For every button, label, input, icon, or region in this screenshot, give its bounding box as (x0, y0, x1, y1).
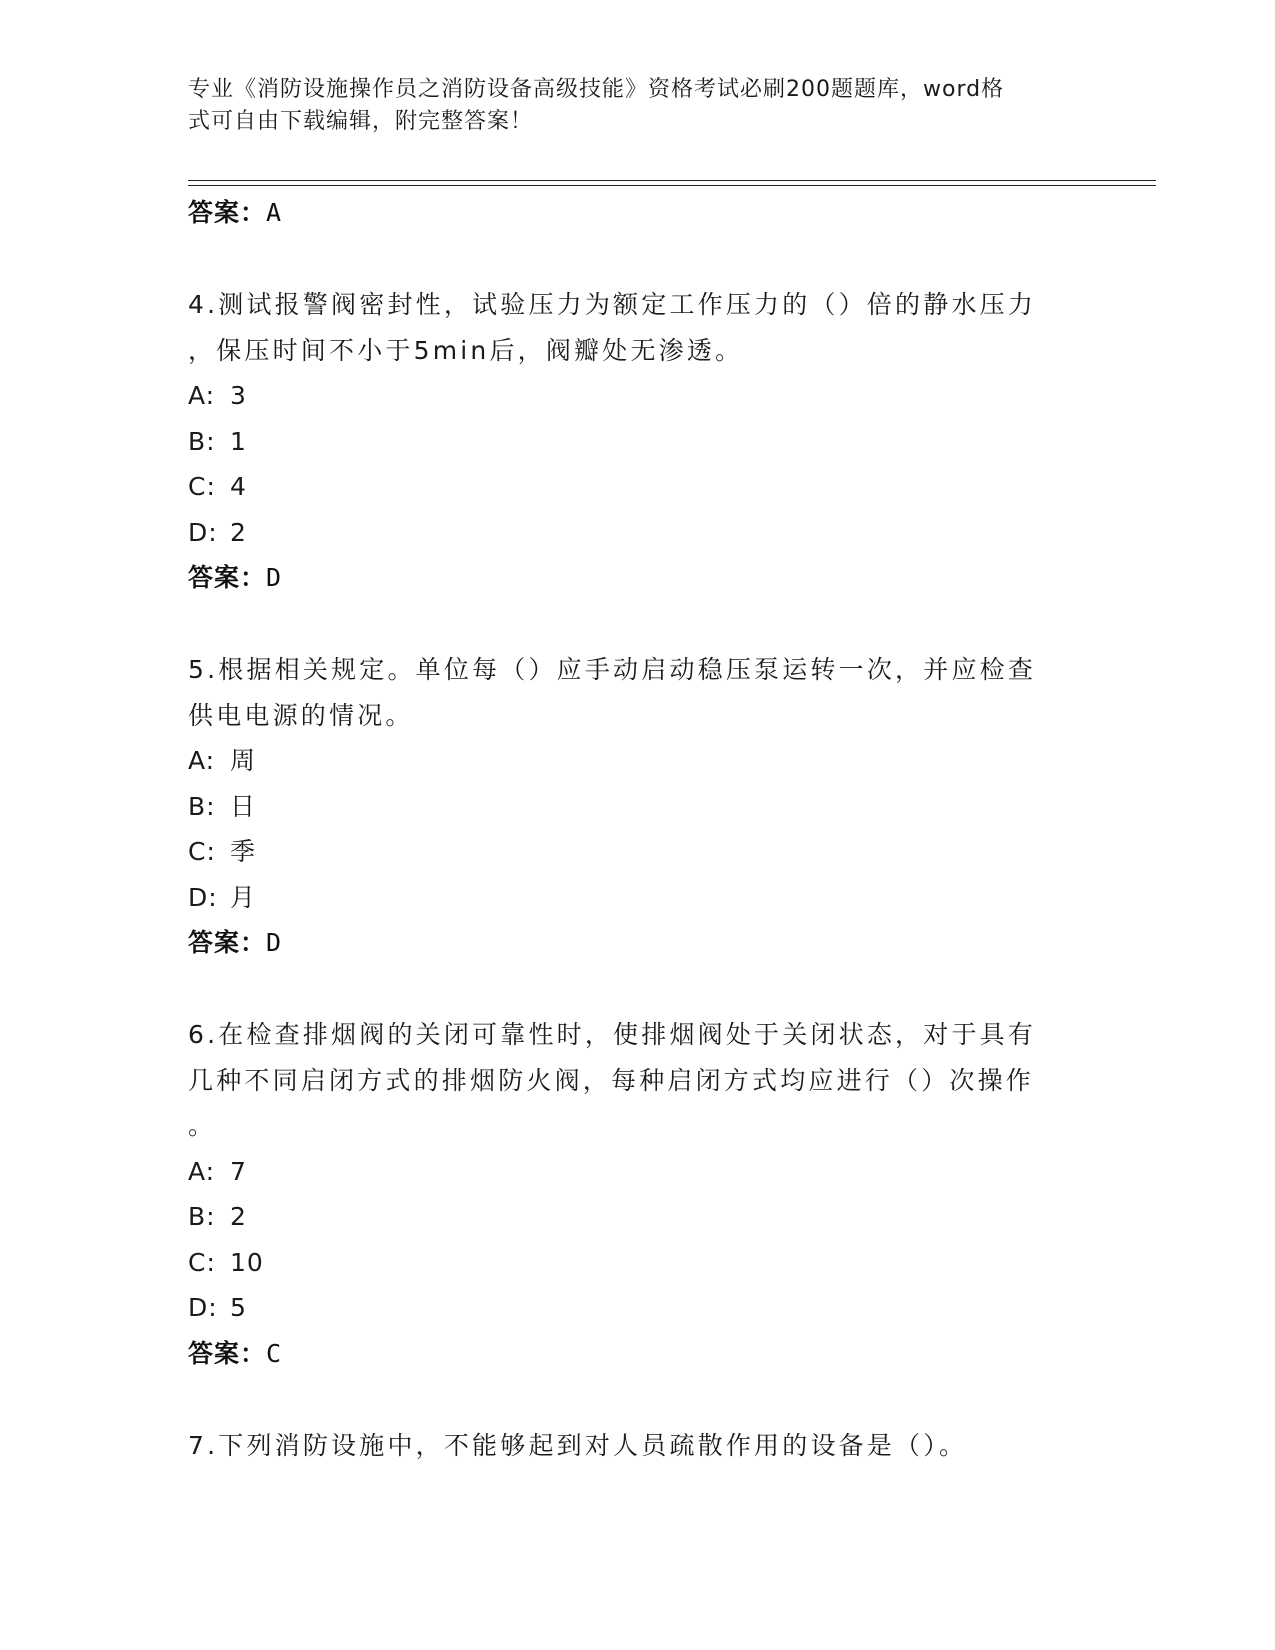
option-d (188, 510, 1068, 556)
question-6 (188, 1012, 1068, 1377)
option-text: 7 (230, 1156, 247, 1186)
answer-label: 答案： (188, 1338, 267, 1368)
header-line-2: 式可自由下载编辑，附完整答案！ (188, 109, 534, 134)
previous-answer (188, 190, 1068, 236)
option-b (188, 1194, 1068, 1240)
option-b (188, 419, 1068, 465)
option-d (188, 1285, 1068, 1331)
option-c (188, 464, 1068, 510)
option-d (188, 875, 1068, 921)
document-header (188, 74, 1068, 138)
question-stem (188, 1423, 1068, 1469)
question-list (188, 190, 1068, 1468)
option-text: 周 (230, 746, 257, 775)
stem-line: 7.下列消防设施中，不能够起到对人员疏散作用的设备是（）。 (188, 1430, 968, 1460)
header-rule-top (188, 180, 1156, 181)
question-7 (188, 1423, 1068, 1469)
option-text: 2 (230, 1202, 247, 1231)
option-key: A: (188, 1156, 216, 1186)
answer (188, 1331, 1068, 1377)
option-text: 3 (230, 381, 247, 410)
question-5 (188, 647, 1068, 966)
stem-line: 供电电源的情况。 (188, 700, 414, 730)
option-key: B: (188, 1202, 216, 1231)
option-key: C: (188, 472, 216, 501)
answer (188, 555, 1068, 601)
option-text: 4 (230, 472, 247, 501)
option-a (188, 1149, 1068, 1195)
option-c (188, 1240, 1068, 1286)
answer-label: 答案： (188, 563, 267, 592)
option-text: 月 (230, 882, 257, 912)
stem-line: 6.在检查排烟阀的关闭可靠性时，使排烟阀处于关闭状态，对于具有 (188, 1020, 1037, 1049)
stem-line: 5.根据相关规定。单位每（）应手动启动稳压泵运转一次，并应检查 (188, 655, 1037, 684)
option-b (188, 784, 1068, 830)
option-c (188, 829, 1068, 875)
answer-label: 答案： (188, 198, 267, 227)
question-stem (188, 1012, 1068, 1149)
option-text: 季 (230, 837, 257, 866)
header-line-1: 专业《消防设施操作员之消防设备高级技能》资格考试必刷200题题库，word格 (188, 77, 1005, 102)
stem-line: 几种不同启闭方式的排烟防火阀，每种启闭方式均应进行（）次操作 (188, 1065, 1035, 1095)
question-stem (188, 647, 1068, 738)
option-key: A: (188, 746, 216, 775)
stem-line: ，保压时间不小于5min后，阀瓣处无渗透。 (188, 335, 744, 365)
option-key: C: (188, 837, 216, 866)
header-rule-bottom (188, 185, 1156, 186)
answer-value: A (266, 198, 283, 227)
option-key: D: (188, 882, 218, 912)
question-4 (188, 282, 1068, 601)
question-stem (188, 282, 1068, 373)
stem-line: 。 (188, 1111, 217, 1140)
answer-value: D (266, 563, 283, 592)
option-key: D: (188, 517, 218, 547)
stem-line: 4.测试报警阀密封性，试验压力为额定工作压力的（）倍的静水压力 (188, 290, 1037, 319)
option-key: D: (188, 1293, 218, 1322)
answer-value: C (266, 1338, 283, 1368)
answer (188, 920, 1068, 966)
option-key: B: (188, 791, 216, 821)
option-key: A: (188, 381, 216, 410)
option-key: B: (188, 426, 216, 456)
option-a (188, 373, 1068, 419)
answer-value: D (266, 928, 283, 957)
option-text: 日 (230, 791, 257, 821)
option-text: 1 (230, 426, 247, 456)
option-text: 5 (230, 1293, 247, 1322)
option-key: C: (188, 1247, 216, 1277)
answer-label: 答案： (188, 928, 267, 957)
option-text: 2 (230, 517, 247, 547)
option-text: 10 (230, 1247, 264, 1277)
option-a (188, 738, 1068, 784)
